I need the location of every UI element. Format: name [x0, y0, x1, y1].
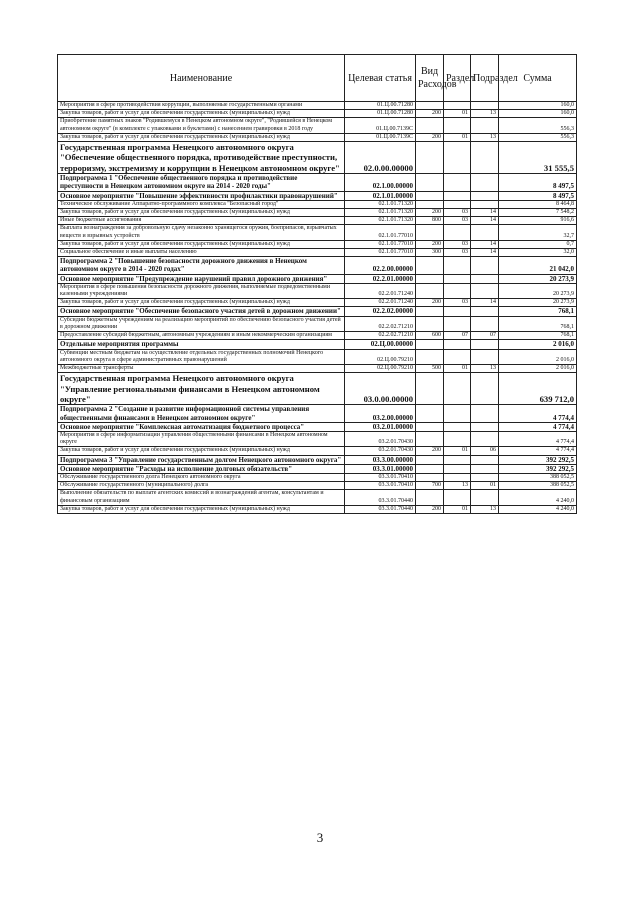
- row-subsection: 13: [471, 505, 499, 513]
- row-subsection: [471, 102, 499, 110]
- row-name: Подпрограмма 2 "Повышение безопасности дорожного движения в Ненецком автономном округе в 2014 - 2020 годах": [58, 257, 345, 274]
- row-sum: 2 016,0: [499, 349, 577, 364]
- row-sum: 556,3: [499, 133, 577, 141]
- row-name: Закупка товаров, работ и услуг для обеспечения государственных (муниципальных) нужд: [58, 209, 345, 217]
- table-row: [58, 464, 577, 473]
- row-section: 01: [444, 447, 471, 455]
- row-target-code: 03.3.00.00000: [345, 455, 416, 464]
- row-sum: 8 497,5: [499, 191, 577, 200]
- row-name: Обслуживание государственного (муниципального) долга: [58, 482, 345, 490]
- row-subsection: [471, 473, 499, 481]
- row-name: Закупка товаров, работ и услуг для обеспечения государственных (муниципальных) нужд: [58, 447, 345, 455]
- row-target-code: 02.1.01.77010: [345, 225, 416, 240]
- row-sum: 32,0: [499, 249, 577, 257]
- row-target-code: 02.2.00.00000: [345, 257, 416, 274]
- row-section: [444, 464, 471, 473]
- row-section: [444, 316, 471, 331]
- row-section: 03: [444, 209, 471, 217]
- row-target-code: 02.1.00.00000: [345, 174, 416, 191]
- table-row: [58, 482, 577, 490]
- row-section: 03: [444, 249, 471, 257]
- row-target-code: 03.2.01.70430: [345, 431, 416, 446]
- row-sum: 556,3: [499, 118, 577, 133]
- row-section: 01: [444, 133, 471, 141]
- row-target-code: 03.3.01.70410: [345, 482, 416, 490]
- row-subsection: [471, 142, 499, 174]
- row-expense-type: 200: [416, 447, 444, 455]
- table-row: [58, 299, 577, 307]
- row-subsection: [471, 349, 499, 364]
- row-section: 01: [444, 505, 471, 513]
- row-sum: 392 292,5: [499, 464, 577, 473]
- row-subsection: [471, 307, 499, 316]
- row-name: Подпрограмма 2 "Создание и развитие информационной системы управления общественными финансами в Ненецком автономном округе": [58, 405, 345, 422]
- row-expense-type: [416, 142, 444, 174]
- table-row: [58, 473, 577, 481]
- row-name: Техническое обслуживание Аппаратно-программного комплекса "Безопасный город": [58, 200, 345, 208]
- row-subsection: 13: [471, 133, 499, 141]
- table-row: [58, 142, 577, 174]
- row-expense-type: 700: [416, 482, 444, 490]
- row-expense-type: 200: [416, 209, 444, 217]
- row-subsection: 07: [471, 332, 499, 340]
- row-section: [444, 225, 471, 240]
- row-expense-type: 200: [416, 240, 444, 248]
- row-subsection: 14: [471, 217, 499, 225]
- row-section: 03: [444, 299, 471, 307]
- row-target-code: 02.2.01.00000: [345, 274, 416, 283]
- row-sum: 32,7: [499, 225, 577, 240]
- row-target-code: 02.2.01.71240: [345, 283, 416, 298]
- row-expense-type: 200: [416, 505, 444, 513]
- row-expense-type: [416, 340, 444, 349]
- row-subsection: [471, 257, 499, 274]
- row-section: [444, 174, 471, 191]
- row-sum: 4 774,4: [499, 431, 577, 446]
- row-name: Иные бюджетные ассигнования: [58, 217, 345, 225]
- row-name: Подпрограмма 1 "Обеспечение общественного порядка и противодействие преступности в Ненецком автономном округе на 2014 - 2020 годы": [58, 174, 345, 191]
- row-name: Закупка товаров, работ и услуг для обеспечения государственных (муниципальных) нужд: [58, 299, 345, 307]
- row-sum: 4 240,0: [499, 505, 577, 513]
- row-name: Государственная программа Ненецкого автономного округа "Управление региональными финансами в Ненецком автономном округе": [58, 373, 345, 405]
- row-sum: 4 240,0: [499, 490, 577, 505]
- row-section: [444, 257, 471, 274]
- table-row: [58, 249, 577, 257]
- row-section: [444, 473, 471, 481]
- row-section: 13: [444, 482, 471, 490]
- row-sum: 0,7: [499, 240, 577, 248]
- row-name: Предоставление субсидий бюджетным, автономным учреждениям и иным некоммерческим организациям: [58, 332, 345, 340]
- row-name: Социальное обеспечение и иные выплаты населению: [58, 249, 345, 257]
- table-row: [58, 191, 577, 200]
- row-expense-type: [416, 473, 444, 481]
- row-expense-type: [416, 200, 444, 208]
- row-target-code: 02.2.02.00000: [345, 307, 416, 316]
- table-header-row: [58, 55, 577, 102]
- row-name: Основное мероприятие "Расходы на исполнение долговых обязательств": [58, 464, 345, 473]
- row-expense-type: [416, 257, 444, 274]
- row-expense-type: [416, 191, 444, 200]
- table-row: [58, 307, 577, 316]
- row-section: [444, 191, 471, 200]
- row-expense-type: [416, 118, 444, 133]
- row-section: [444, 307, 471, 316]
- row-subsection: [471, 405, 499, 422]
- table-row: [58, 257, 577, 274]
- row-target-code: 02.1.01.77010: [345, 240, 416, 248]
- row-expense-type: 200: [416, 133, 444, 141]
- table-row: [58, 209, 577, 217]
- row-subsection: [471, 340, 499, 349]
- row-target-code: 02.1.01.71320: [345, 217, 416, 225]
- row-expense-type: 600: [416, 332, 444, 340]
- row-expense-type: [416, 373, 444, 405]
- row-section: [444, 373, 471, 405]
- row-section: [444, 118, 471, 133]
- table-row: [58, 431, 577, 446]
- row-target-code: 02.1.01.77010: [345, 249, 416, 257]
- row-sum: 768,1: [499, 307, 577, 316]
- row-target-code: 02.1.01.71320: [345, 209, 416, 217]
- row-subsection: [471, 464, 499, 473]
- row-sum: 768,1: [499, 332, 577, 340]
- row-name: Закупка товаров, работ и услуг для обеспечения государственных (муниципальных) нужд: [58, 110, 345, 118]
- row-target-code: 02.2.02.71210: [345, 316, 416, 331]
- row-sum: 20 273,9: [499, 283, 577, 298]
- row-target-code: 03.3.01.70440: [345, 505, 416, 513]
- row-target-code: 01.Ц.00.71280: [345, 110, 416, 118]
- row-target-code: 01.Ц.00.7139С: [345, 118, 416, 133]
- row-target-code: 02.1.01.00000: [345, 191, 416, 200]
- row-target-code: 02.1.01.71320: [345, 200, 416, 208]
- row-sum: 31 555,5: [499, 142, 577, 174]
- table-row: [58, 505, 577, 513]
- row-name: Обслуживание государственного долга Ненецкого автономного округа: [58, 473, 345, 481]
- row-expense-type: [416, 316, 444, 331]
- row-sum: 20 273,9: [499, 274, 577, 283]
- row-name: Мероприятия в сфере информатизации управления общественными финансами в Ненецком автономном округе: [58, 431, 345, 446]
- row-subsection: [471, 373, 499, 405]
- row-subsection: [471, 191, 499, 200]
- row-sum: 768,1: [499, 316, 577, 331]
- row-expense-type: [416, 349, 444, 364]
- row-section: [444, 431, 471, 446]
- row-sum: 7 548,2: [499, 209, 577, 217]
- row-subsection: [471, 490, 499, 505]
- header-expense-type: Вид Расходов: [416, 55, 444, 102]
- header-section: Раздел: [444, 55, 471, 102]
- row-expense-type: [416, 225, 444, 240]
- row-section: 07: [444, 332, 471, 340]
- row-name: Основное мероприятие "Комплексная автоматизация бюджетного процесса": [58, 422, 345, 431]
- row-subsection: 13: [471, 110, 499, 118]
- table-row: [58, 349, 577, 364]
- row-section: [444, 200, 471, 208]
- row-expense-type: 800: [416, 217, 444, 225]
- row-section: 03: [444, 217, 471, 225]
- table-row: [58, 332, 577, 340]
- row-expense-type: [416, 102, 444, 110]
- row-target-code: 03.2.01.00000: [345, 422, 416, 431]
- row-name: Отдельные мероприятия программы: [58, 340, 345, 349]
- row-name: Закупка товаров, работ и услуг для обеспечения государственных (муниципальных) нужд: [58, 133, 345, 141]
- row-target-code: 02.2.01.71240: [345, 299, 416, 307]
- row-section: [444, 274, 471, 283]
- row-name: Государственная программа Ненецкого автономного округа "Обеспечение общественного порядка, противодействие преступности, терроризму, экстремизму и коррупции в Ненецком автономном округе": [58, 142, 345, 174]
- row-name: Основное мероприятие "Предупреждение нарушений правил дорожного движения": [58, 274, 345, 283]
- row-subsection: [471, 422, 499, 431]
- row-subsection: [471, 455, 499, 464]
- table-row: [58, 447, 577, 455]
- row-target-code: 01.Ц.00.71280: [345, 102, 416, 110]
- row-target-code: 03.2.00.00000: [345, 405, 416, 422]
- row-expense-type: 500: [416, 364, 444, 372]
- row-section: [444, 283, 471, 298]
- row-subsection: 14: [471, 240, 499, 248]
- row-name: Основное мероприятие "Повышение эффективности профилактики правонарушений": [58, 191, 345, 200]
- row-expense-type: [416, 464, 444, 473]
- row-subsection: [471, 274, 499, 283]
- table-row: [58, 274, 577, 283]
- row-section: 01: [444, 364, 471, 372]
- page-number: 3: [316, 830, 324, 845]
- table-row: [58, 455, 577, 464]
- table-row: [58, 118, 577, 133]
- row-expense-type: [416, 490, 444, 505]
- row-subsection: 14: [471, 209, 499, 217]
- row-expense-type: 200: [416, 299, 444, 307]
- row-target-code: 03.3.01.70440: [345, 490, 416, 505]
- row-subsection: [471, 200, 499, 208]
- row-target-code: 02.Ц.00.79210: [345, 349, 416, 364]
- row-subsection: [471, 431, 499, 446]
- table-row: [58, 240, 577, 248]
- row-section: [444, 142, 471, 174]
- table-body: [58, 102, 577, 514]
- row-sum: 388 052,5: [499, 473, 577, 481]
- table-row: [58, 340, 577, 349]
- row-name: Основное мероприятие "Обеспечение безопасного участия детей в дорожном движении": [58, 307, 345, 316]
- row-expense-type: [416, 283, 444, 298]
- row-subsection: 13: [471, 364, 499, 372]
- row-sum: 4 774,4: [499, 447, 577, 455]
- row-subsection: 06: [471, 447, 499, 455]
- row-sum: 20 273,9: [499, 299, 577, 307]
- row-subsection: [471, 316, 499, 331]
- row-target-code: 01.Ц.00.7139С: [345, 133, 416, 141]
- row-expense-type: [416, 422, 444, 431]
- row-sum: 4 774,4: [499, 422, 577, 431]
- table-row: [58, 225, 577, 240]
- row-subsection: [471, 225, 499, 240]
- table-row: [58, 373, 577, 405]
- row-target-code: 02.Ц.00.00000: [345, 340, 416, 349]
- row-expense-type: [416, 431, 444, 446]
- row-sum: 160,0: [499, 110, 577, 118]
- row-target-code: 02.0.00.00000: [345, 142, 416, 174]
- row-name: Выплата вознаграждения за добровольную сдачу незаконно хранящегося оружия, боеприпасов, взрывчатых веществ и взрывных устройств: [58, 225, 345, 240]
- row-expense-type: 300: [416, 249, 444, 257]
- row-subsection: [471, 283, 499, 298]
- row-target-code: 02.Ц.00.79210: [345, 364, 416, 372]
- row-section: [444, 405, 471, 422]
- row-section: [444, 422, 471, 431]
- row-name: Мероприятия в сфере противодействия коррупции, выполняемые государственными органами: [58, 102, 345, 110]
- row-expense-type: [416, 274, 444, 283]
- row-target-code: 03.3.01.00000: [345, 464, 416, 473]
- row-name: Выполнение обязательств по выплате агентских комиссий и вознаграждений агентам, консультантам и финансовым организациям: [58, 490, 345, 505]
- table-row: [58, 405, 577, 422]
- table-row: [58, 364, 577, 372]
- row-target-code: 03.3.01.70410: [345, 473, 416, 481]
- budget-table: [57, 54, 577, 514]
- row-sum: 4 774,4: [499, 405, 577, 422]
- row-target-code: 02.2.02.71210: [345, 332, 416, 340]
- row-section: 03: [444, 240, 471, 248]
- table-row: [58, 283, 577, 298]
- row-name: Закупка товаров, работ и услуг для обеспечения государственных (муниципальных) нужд: [58, 240, 345, 248]
- row-expense-type: [416, 307, 444, 316]
- header-name: Наименование: [58, 55, 345, 102]
- row-name: Субсидии бюджетным учреждениям на реализацию мероприятий по обеспечению безопасного участия детей в дорожном движении: [58, 316, 345, 331]
- row-sum: 639 712,0: [499, 373, 577, 405]
- row-section: [444, 455, 471, 464]
- row-expense-type: [416, 174, 444, 191]
- row-target-code: 03.2.01.70430: [345, 447, 416, 455]
- row-sum: 388 052,5: [499, 482, 577, 490]
- row-name: Межбюджетные трансферты: [58, 364, 345, 372]
- row-sum: 2 016,0: [499, 340, 577, 349]
- row-name: Субвенции местным бюджетам на осуществление отдельных государственных полномочий Ненецкого автономного округа в сфере административных правонарушений: [58, 349, 345, 364]
- row-sum: 8 497,5: [499, 174, 577, 191]
- row-sum: 2 016,0: [499, 364, 577, 372]
- table-row: [58, 490, 577, 505]
- row-expense-type: [416, 455, 444, 464]
- row-subsection: 14: [471, 299, 499, 307]
- header-subsection: Подраздел: [471, 55, 499, 102]
- row-sum: 160,0: [499, 102, 577, 110]
- row-sum: 916,6: [499, 217, 577, 225]
- row-subsection: [471, 174, 499, 191]
- table-row: [58, 217, 577, 225]
- row-name: Подпрограмма 3 "Управление государственным долгом Ненецкого автономного округа": [58, 455, 345, 464]
- header-target: Целевая статья: [345, 55, 416, 102]
- row-section: 01: [444, 110, 471, 118]
- table-row: [58, 110, 577, 118]
- table-row: [58, 102, 577, 110]
- row-subsection: [471, 118, 499, 133]
- row-expense-type: [416, 405, 444, 422]
- row-name: Приобретение памятных знаков "Родившемуся в Ненецком автономном округе", "Родившейся в Ненецком автономном округе" (в комплекте с упаковками и буклетами) с нанесением гравировки в 2018 году: [58, 118, 345, 133]
- row-expense-type: 200: [416, 110, 444, 118]
- row-target-code: 03.0.00.00000: [345, 373, 416, 405]
- row-subsection: 01: [471, 482, 499, 490]
- row-subsection: 14: [471, 249, 499, 257]
- row-section: [444, 349, 471, 364]
- row-sum: 392 292,5: [499, 455, 577, 464]
- table-row: [58, 200, 577, 208]
- row-sum: 21 042,0: [499, 257, 577, 274]
- table-row: [58, 422, 577, 431]
- row-name: Мероприятия в сфере повышения безопасности дорожного движения, выполняемые подведомственными казенными учреждениями: [58, 283, 345, 298]
- header-sum: Сумма: [499, 55, 577, 102]
- row-section: [444, 340, 471, 349]
- table-row: [58, 316, 577, 331]
- row-sum: 8 464,8: [499, 200, 577, 208]
- row-section: [444, 102, 471, 110]
- table-row: [58, 174, 577, 191]
- row-name: Закупка товаров, работ и услуг для обеспечения государственных (муниципальных) нужд: [58, 505, 345, 513]
- row-section: [444, 490, 471, 505]
- table-row: [58, 133, 577, 141]
